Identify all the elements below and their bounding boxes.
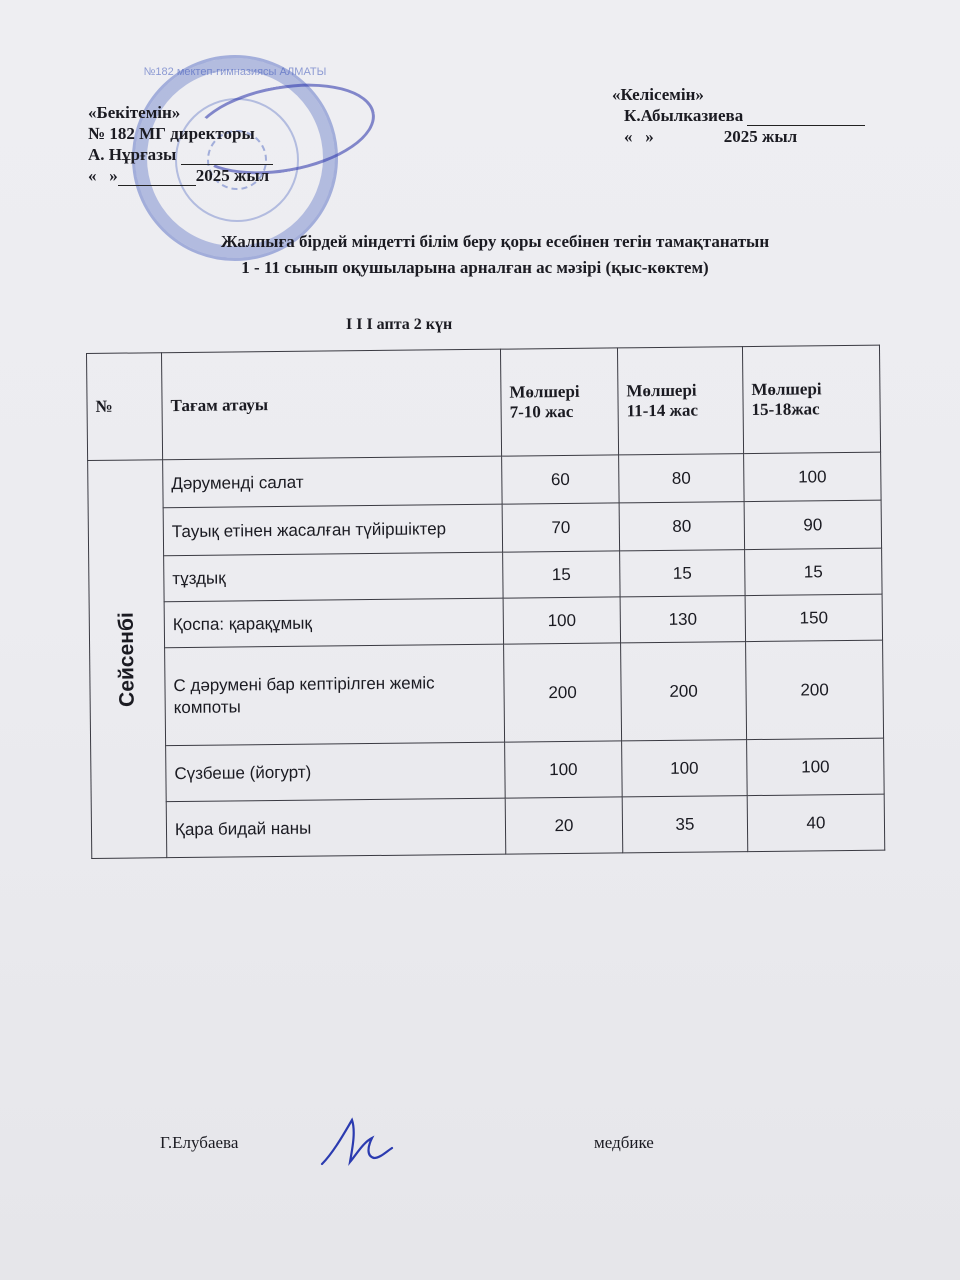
approval-left-name-row [88,144,273,165]
approval-right-year: 2025 жыл [723,127,798,146]
header-age-15-18-title: Мөлшері [751,379,822,400]
qty-11-14: 35 [622,796,748,853]
footer-role: медбике [594,1133,654,1152]
table-row [91,738,885,802]
menu-table [86,345,885,859]
footer-signer-name: Г.Елубаева [160,1133,239,1152]
header-age-11-14 [617,347,743,455]
dish-name: Қоспа: қарақұмық [164,598,503,648]
stamp-text: №182 мектеп-гимназиясы АЛМАТЫ [143,66,327,78]
day-label: Сейсенбі [114,611,139,707]
table-row [91,794,885,858]
day-cell [88,460,167,859]
dish-name: Қара бидай наны [166,798,506,858]
header-age-7-10-title: Мөлшері [509,381,580,402]
qty-15-18: 200 [746,640,884,739]
table-row [90,640,884,746]
table-row [88,500,881,556]
dish-name: Дәруменді салат [163,456,502,508]
header-age-15-18-range: 15-18жас [751,399,820,420]
qty-15-18: 15 [745,548,882,595]
dish-name: С дәрумені бар кептірілген жеміс компоты [165,644,505,746]
qty-11-14: 200 [621,642,747,741]
approval-block-right [612,84,865,147]
header-age-15-18 [742,345,880,453]
qty-15-18: 100 [747,738,885,795]
approval-right-name-row [612,105,865,126]
qty-7-10: 200 [504,643,622,742]
qty-7-10: 70 [502,503,619,552]
signature-line [747,109,865,126]
approval-left-position: № 182 МГ директоры [88,124,255,143]
qty-11-14: 130 [620,596,745,643]
qty-11-14: 100 [622,740,748,797]
qty-15-18: 90 [744,500,881,549]
approval-right-date-prefix: « » [624,127,654,146]
qty-15-18: 150 [745,594,882,641]
header-dish-name: Тағам атауы [162,349,502,460]
table-row [88,452,881,508]
document-title-line1: Жалпыға бірдей міндетті білім беру қоры есебінен тегін тамақтанатын [220,232,770,251]
document-title-line2: 1 - 11 сынып оқушыларына арналған ас мәзірі (қыс-көктем) [241,258,709,277]
dish-name: Тауық етінен жасалған түйіршіктер [163,504,502,556]
table-row [89,594,882,648]
approval-left-year: 2025 жыл [195,166,270,185]
signature-line [181,148,273,165]
approval-right-title: «Келісемін» [612,85,704,104]
approval-right-name: К.Абылказиева [624,106,744,125]
approval-right-date [612,126,865,147]
approval-block-left [88,102,273,186]
qty-7-10: 20 [505,797,623,854]
header-age-7-10 [500,348,618,456]
approval-left-title: «Бекітемін» [88,103,181,122]
table-header-row [87,345,881,460]
header-num: № [87,353,163,461]
week-label: І І І апта 2 күн [346,316,453,333]
qty-11-14: 80 [619,502,744,551]
qty-7-10: 100 [505,741,623,798]
dish-name: Сүзбеше (йогурт) [166,742,506,802]
qty-7-10: 100 [503,597,620,644]
approval-left-date [88,165,273,186]
qty-11-14: 15 [620,550,745,597]
approval-left-date-prefix: « » [88,166,118,185]
table-row [89,548,882,602]
header-age-11-14-title: Мөлшері [626,380,697,401]
dish-name: тұздық [164,552,503,602]
approval-left-name: А. Нұрғазы [88,145,177,164]
qty-11-14: 80 [619,454,744,503]
date-line [118,169,196,186]
qty-7-10: 60 [502,455,619,504]
qty-7-10: 15 [503,551,620,598]
header-age-11-14-range: 11-14 жас [626,400,699,421]
header-age-7-10-range: 7-10 жас [509,401,574,422]
qty-15-18: 40 [747,794,885,851]
qty-15-18: 100 [744,452,881,501]
handwritten-signature [316,1112,396,1172]
